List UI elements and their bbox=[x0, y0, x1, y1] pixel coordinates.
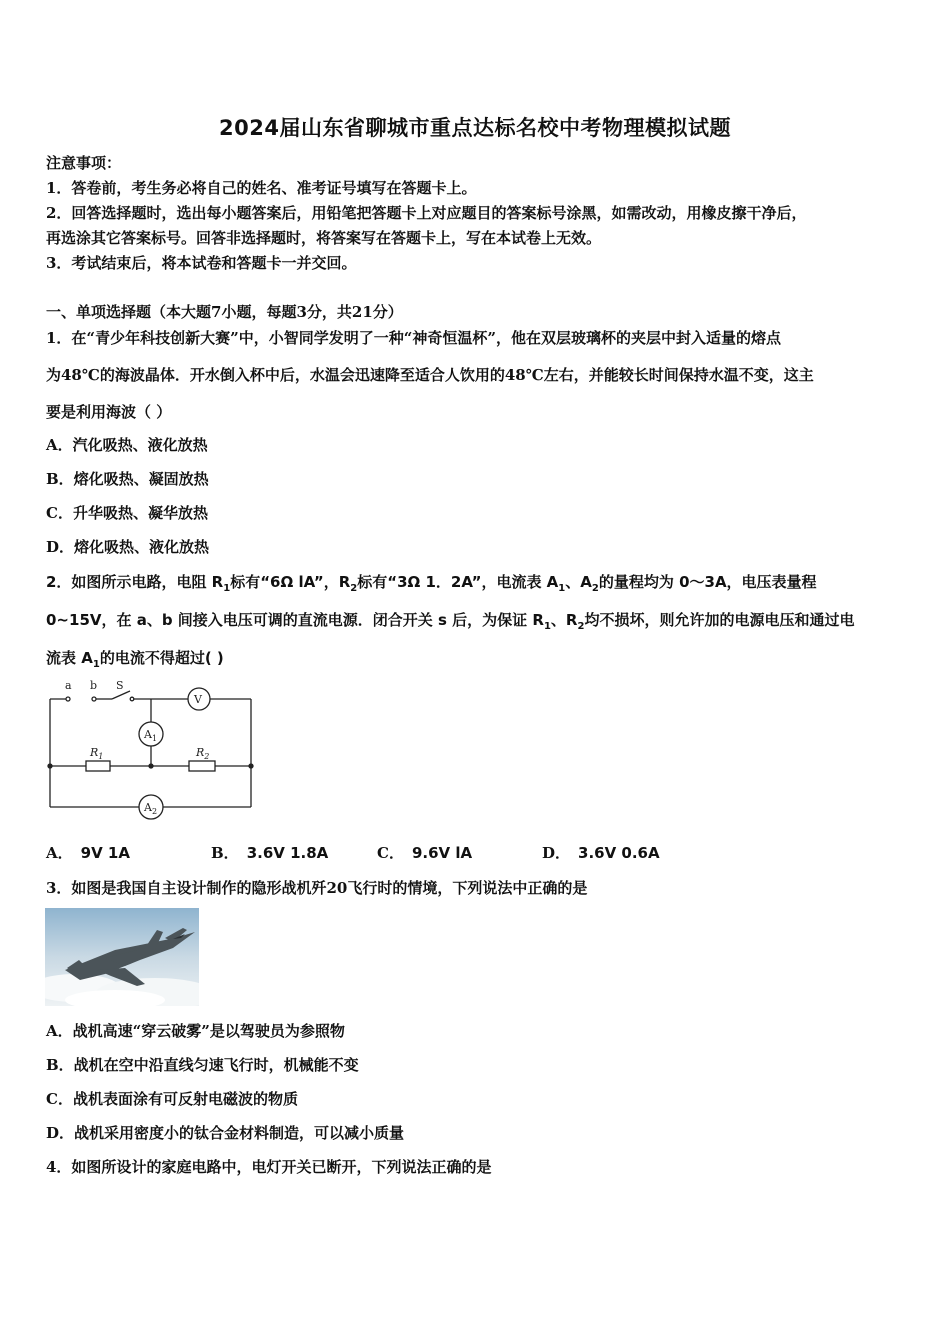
label-a2: $A_2$ bbox=[144, 801, 158, 816]
q3-option-d: D．战机采用密度小的钛合金材料制造，可以减小质量 bbox=[46, 1124, 405, 1142]
fighter-jet-photo bbox=[45, 908, 199, 1006]
terminal-a bbox=[66, 697, 70, 701]
q4-stem: 4．如图所设计的家庭电路中，电灯开关已断开，下列说法正确的是 bbox=[46, 1158, 492, 1176]
notice-item-3: 3．考试结束后，将本试卷和答题卡一并交回。 bbox=[46, 254, 357, 272]
q2-stem-line-2: 0~15V，在 a、b 间接入电压可调的直流电源．闭合开关 s 后，为保证 $R_1$、$R_2$均不损坏，则允许加的电源电压和通过电 bbox=[46, 611, 855, 632]
q2-stem-line-1: 2．如图所示电路，电阻 $R_1$标有“6Ω lA”，$R_2$标有“3Ω 1．2A”，电流表 $A_1$、$A_2$的量程均为 0～3A，电压表量程 bbox=[46, 573, 817, 594]
q1-option-c: C．升华吸热、凝华放热 bbox=[46, 504, 208, 522]
resistor-r1 bbox=[86, 761, 110, 771]
notice-heading: 注意事项： bbox=[46, 154, 122, 172]
junction-left bbox=[48, 764, 52, 768]
q1-stem-line-2: 为48℃的海波晶体．开水倒入杯中后，水温会迅速降至适合人饮用的48℃左右，并能较长时间保持水温不变，这主 bbox=[46, 366, 814, 384]
circuit-diagram bbox=[44, 680, 259, 820]
notice-item-1: 1．答卷前，考生务必将自己的姓名、准考证号填写在答题卡上。 bbox=[46, 179, 477, 197]
q1-stem-line-1: 1．在“青少年科技创新大赛”中，小智同学发明了一种“神奇恒温杯”，他在双层玻璃杯的夹层中封入适量的熔点 bbox=[46, 329, 781, 347]
exam-title: 2024届山东省聊城市重点达标名校中考物理模拟试题 bbox=[219, 116, 731, 140]
label-r2: $R_2$ bbox=[196, 746, 210, 761]
label-a1: $A_1$ bbox=[144, 728, 158, 743]
notice-item-2: 2．回答选择题时，选出每小题答案后，用铅笔把答题卡上对应题目的答案标号涂黑，如需改动，用橡皮擦干净后， bbox=[46, 204, 807, 222]
q3-option-a: A．战机高速“穿云破雾”是以驾驶员为参照物 bbox=[46, 1022, 345, 1040]
label-v: V bbox=[194, 693, 202, 706]
notice-item-2-cont: 再选涂其它答案标号。回答非选择题时，将答案写在答题卡上，写在本试卷上无效。 bbox=[46, 229, 602, 247]
terminal-b bbox=[92, 697, 96, 701]
q2-option-b: B． 3.6V 1.8A bbox=[211, 844, 329, 862]
label-r1: $R_1$ bbox=[90, 746, 104, 761]
junction-right bbox=[249, 764, 253, 768]
q1-option-d: D．熔化吸热、液化放热 bbox=[46, 538, 210, 556]
switch-blade bbox=[112, 691, 130, 699]
label-s: S bbox=[116, 680, 124, 692]
q3-option-b: B．战机在空中沿直线匀速飞行时，机械能不变 bbox=[46, 1056, 359, 1074]
q3-option-c: C．战机表面涂有可反射电磁波的物质 bbox=[46, 1090, 298, 1108]
q1-option-a: A．汽化吸热、液化放热 bbox=[46, 436, 208, 454]
junction-center bbox=[149, 764, 153, 768]
section-heading: 一、单项选择题（本大题7小题，每题3分，共21分） bbox=[46, 303, 403, 321]
label-b: b bbox=[90, 680, 98, 692]
q2-stem-line-3: 流表 $A_1$的电流不得超过( ) bbox=[46, 649, 224, 670]
resistor-r2 bbox=[189, 761, 215, 771]
q3-stem: 3．如图是我国自主设计制作的隐形战机歼20飞行时的情境，下列说法中正确的是 bbox=[46, 879, 588, 897]
switch-contact bbox=[130, 697, 134, 701]
label-a: a bbox=[65, 680, 72, 692]
q1-stem-line-3: 要是利用海波（ ） bbox=[46, 403, 172, 421]
q2-option-a: A． 9V 1A bbox=[46, 844, 130, 862]
q1-option-b: B．熔化吸热、凝固放热 bbox=[46, 470, 209, 488]
q2-option-d: D． 3.6V 0.6A bbox=[542, 844, 660, 862]
q2-option-c: C． 9.6V lA bbox=[377, 844, 473, 862]
